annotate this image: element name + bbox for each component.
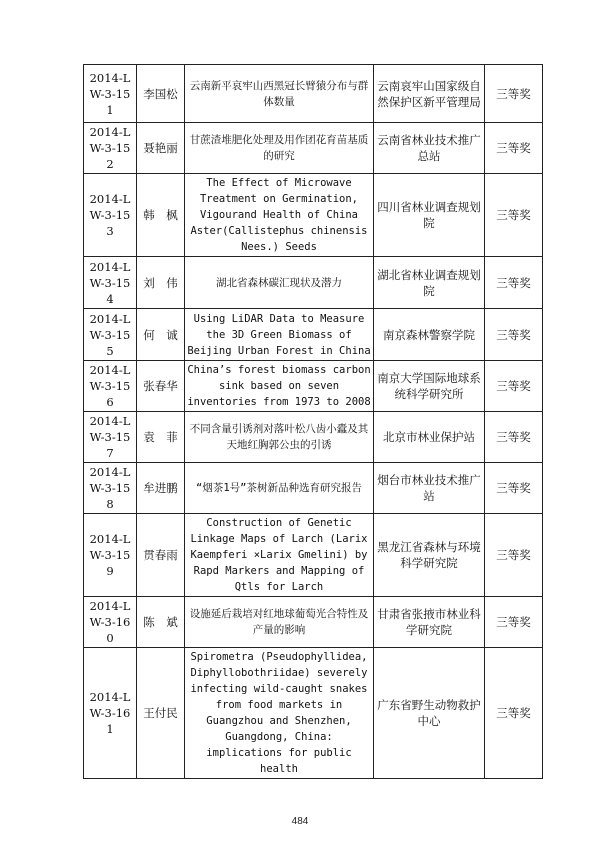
table-row: [84, 65, 543, 123]
cell-prize: 三等奖: [485, 65, 543, 123]
cell-id: 2014-LW-3-156: [84, 361, 137, 412]
cell-title: “烟茶1号”茶树新品种选育研究报告: [185, 463, 374, 514]
table-row: [84, 514, 543, 597]
cell-name: 袁 菲: [137, 412, 185, 463]
cell-prize: 三等奖: [485, 123, 543, 174]
cell-id: 2014-LW-3-155: [84, 309, 137, 361]
cell-title: Using LiDAR Data to Measure the 3D Green Biomass of Beijing Urban Forest in China: [185, 309, 374, 361]
cell-name: 聂艳丽: [137, 123, 185, 174]
cell-org: 黑龙江省森林与环境科学研究院: [374, 514, 485, 597]
cell-title: The Effect of Microwave Treatment on Germination, Vigourand Health of China Aster(Callistephus chinensis Nees.) Seeds: [185, 174, 374, 257]
table-row: [84, 463, 543, 514]
cell-id: 2014-LW-3-158: [84, 463, 137, 514]
cell-org: 广东省野生动物救护中心: [374, 648, 485, 779]
table-row: [84, 361, 543, 412]
cell-org: 云南省林业技术推广总站: [374, 123, 485, 174]
cell-prize: 三等奖: [485, 361, 543, 412]
awards-table: [83, 64, 543, 779]
cell-title: 云南新平哀牢山西黑冠长臂猿分布与群体数量: [185, 65, 374, 123]
table-row: [84, 412, 543, 463]
cell-name: 牟进鹏: [137, 463, 185, 514]
cell-title: China’s forest biomass carbon sink based on seven inventories from 1973 to 2008: [185, 361, 374, 412]
cell-org: 南京大学国际地球系统科学研究所: [374, 361, 485, 412]
cell-prize: 三等奖: [485, 257, 543, 309]
cell-title: 湖北省森林碳汇现状及潜力: [185, 257, 374, 309]
cell-title: 甘蔗渣堆肥化处理及用作团花育苗基质的研究: [185, 123, 374, 174]
cell-name: 王付民: [137, 648, 185, 779]
table-row: [84, 174, 543, 257]
cell-name: 李国松: [137, 65, 185, 123]
cell-title: Construction of Genetic Linkage Maps of Larch (Larix Kaempferi ×Larix Gmelini) by Rapd Markers and Mapping of Qtls for Larch: [185, 514, 374, 597]
cell-title: 不同含量引诱剂对落叶松八齿小蠹及其天地红胸郭公虫的引诱: [185, 412, 374, 463]
cell-title: Spirometra (Pseudophyllidea, Diphyllobothriidae) severely infecting wild-caught snakes from food markets in Guangzhou and Shenzhen, Guangdong, China: implications for public health: [185, 648, 374, 779]
table-row: [84, 309, 543, 361]
cell-prize: 三等奖: [485, 648, 543, 779]
cell-prize: 三等奖: [485, 412, 543, 463]
cell-name: 刘 伟: [137, 257, 185, 309]
cell-name: 陈 斌: [137, 597, 185, 648]
cell-id: 2014-LW-3-152: [84, 123, 137, 174]
cell-name: 贯春雨: [137, 514, 185, 597]
cell-id: 2014-LW-3-154: [84, 257, 137, 309]
cell-id: 2014-LW-3-157: [84, 412, 137, 463]
cell-prize: 三等奖: [485, 463, 543, 514]
cell-id: 2014-LW-3-161: [84, 648, 137, 779]
cell-id: 2014-LW-3-159: [84, 514, 137, 597]
cell-prize: 三等奖: [485, 514, 543, 597]
cell-title: 设施延后栽培对红地球葡萄光合特性及产量的影响: [185, 597, 374, 648]
page-number: 484: [291, 816, 309, 827]
table-row: [84, 648, 543, 779]
cell-name: 张春华: [137, 361, 185, 412]
cell-id: 2014-LW-3-151: [84, 65, 137, 123]
cell-org: 烟台市林业技术推广站: [374, 463, 485, 514]
cell-org: 四川省林业调查规划院: [374, 174, 485, 257]
cell-org: 湖北省林业调查规划院: [374, 257, 485, 309]
cell-org: 甘肃省张掖市林业科学研究院: [374, 597, 485, 648]
cell-id: 2014-LW-3-160: [84, 597, 137, 648]
cell-org: 南京森林警察学院: [374, 309, 485, 361]
table-row: [84, 597, 543, 648]
table-row: [84, 257, 543, 309]
cell-prize: 三等奖: [485, 597, 543, 648]
cell-name: 何 诚: [137, 309, 185, 361]
awards-table-body: [84, 65, 543, 779]
cell-org: 云南哀牢山国家级自然保护区新平管理局: [374, 65, 485, 123]
cell-name: 韩 枫: [137, 174, 185, 257]
table-row: [84, 123, 543, 174]
cell-id: 2014-LW-3-153: [84, 174, 137, 257]
cell-prize: 三等奖: [485, 174, 543, 257]
cell-org: 北京市林业保护站: [374, 412, 485, 463]
cell-prize: 三等奖: [485, 309, 543, 361]
